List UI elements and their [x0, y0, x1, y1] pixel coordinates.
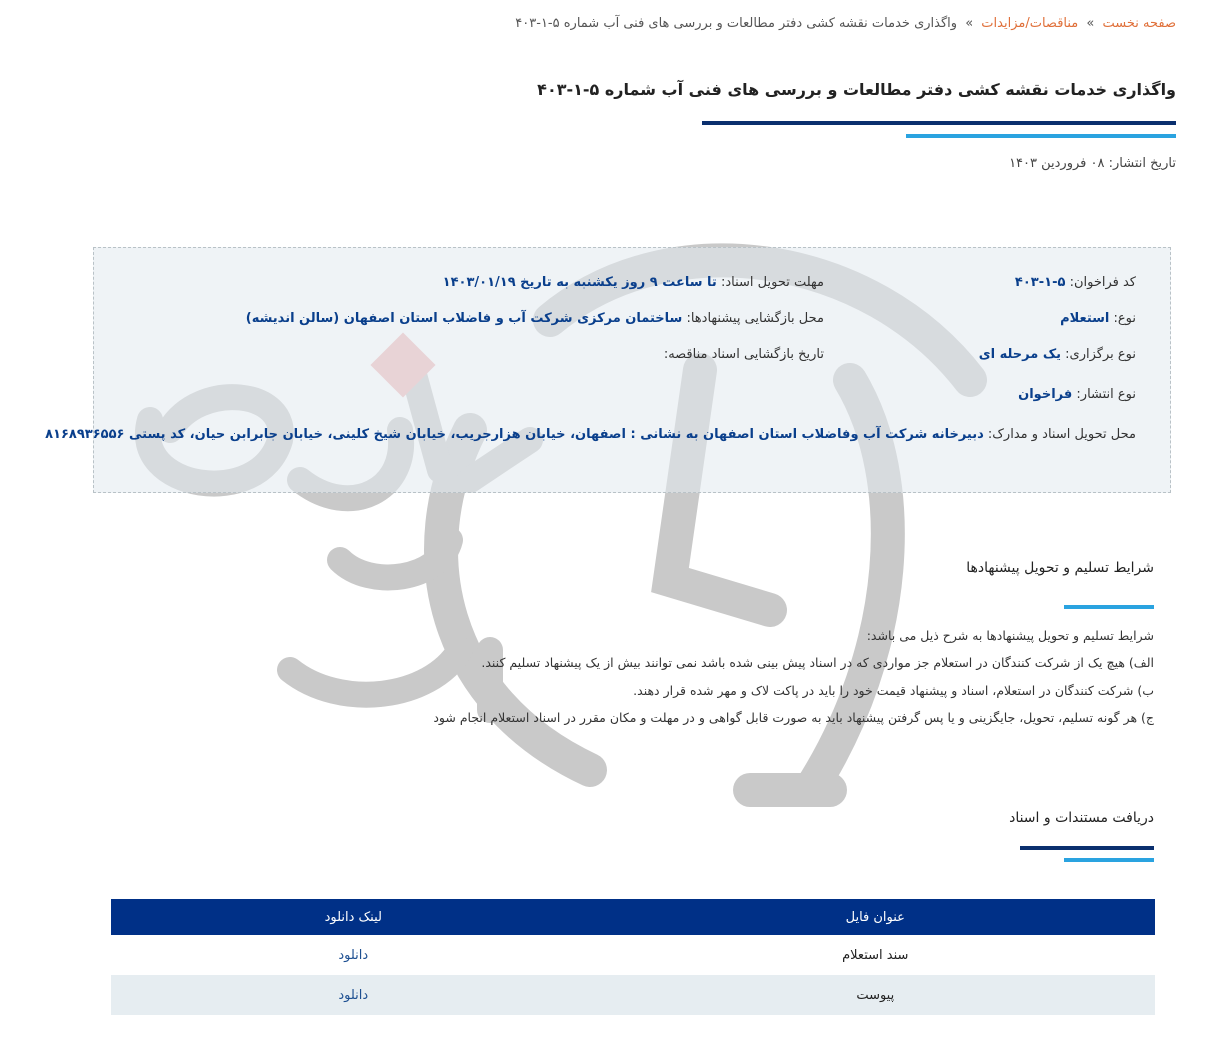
info-holding-type — [979, 347, 1136, 362]
breadcrumb-home-link[interactable]: صفحه نخست — [1102, 16, 1176, 31]
info-publish-type-value: فراخوان — [1018, 387, 1073, 402]
info-opening-place-value: ساختمان مرکزی شرکت آب و فاضلاب استان اصفهان (سالن اندیشه) — [245, 311, 683, 326]
info-delivery-place-label: محل تحویل اسناد و مدارک: — [987, 427, 1136, 442]
breadcrumb-separator: » — [1086, 16, 1095, 31]
info-opening-place-label: محل بازگشایی پیشنهادها: — [686, 311, 824, 326]
breadcrumb-separator: » — [965, 16, 974, 31]
info-holding-label: نوع برگزاری: — [1065, 347, 1136, 362]
info-delivery-place-value: دبیرخانه شرکت آب وفاضلاب استان اصفهان به نشانی : اصفهان، خیابان هزارجریب، خیابان شیخ کلینی، خیابان جابرابن حیان، کد پستی ۸۱۶۸۹۳۶۵۵۶ — [45, 427, 984, 442]
publish-date-label: تاریخ انتشار: — [1108, 156, 1176, 171]
breadcrumb-current: واگذاری خدمات نقشه کشی دفتر مطالعات و بررسی های فنی آب شماره ۵-۱-۴۰۳ — [515, 16, 958, 31]
download-link[interactable]: دانلود — [338, 987, 369, 1003]
breadcrumb — [515, 16, 1176, 31]
documents-title-underline-light — [1064, 858, 1154, 862]
info-deadline-label: مهلت تحویل اسناد: — [720, 275, 824, 290]
table-row — [111, 935, 1155, 975]
column-header-file-title: عنوان فایل — [596, 899, 1155, 935]
publish-date — [1009, 156, 1176, 171]
documents-table — [111, 899, 1155, 1015]
table-header-row — [111, 899, 1155, 935]
info-code-value: ۵-۱-۴۰۳ — [1014, 275, 1066, 290]
info-code-label: کد فراخوان: — [1069, 275, 1136, 290]
conditions-title-underline — [1064, 605, 1154, 609]
documents-title-underline-dark — [1020, 846, 1154, 850]
info-opening-place — [246, 311, 824, 326]
download-cell — [111, 935, 596, 975]
breadcrumb-section-link[interactable]: مناقصات/مزایدات — [981, 16, 1079, 31]
info-opening-date — [664, 347, 824, 362]
info-publish-type-label: نوع انتشار: — [1076, 387, 1136, 402]
file-title: پیوست — [596, 975, 1155, 1015]
info-publish-type — [1018, 387, 1136, 402]
conditions-title: شرایط تسلیم و تحویل پیشنهادها — [966, 560, 1154, 576]
download-cell — [111, 975, 596, 1015]
conditions-intro: شرایط تسلیم و تحویل پیشنهادها به شرح ذیل می باشد: — [866, 628, 1154, 643]
info-opening-date-label: تاریخ بازگشایی اسناد مناقصه: — [663, 347, 824, 362]
title-underline-dark — [702, 121, 1176, 125]
file-title: سند استعلام — [842, 947, 909, 963]
column-header-download-link: لینک دانلود — [111, 899, 596, 935]
conditions-item: الف) هیچ یک از شرکت کنندگان در استعلام جز مواردی که در اسناد پیش بینی شده باشد نمی توانند بیش از یک پیشنهاد تسلیم کنند. — [481, 655, 1154, 670]
table-row — [111, 975, 1155, 1015]
info-deadline — [443, 275, 824, 290]
tender-info-box — [45, 247, 1171, 493]
title-underline-light — [906, 134, 1176, 138]
info-type-value: استعلام — [1060, 311, 1110, 326]
info-deadline-value: تا ساعت ۹ روز یکشنبه به تاریخ ۱۴۰۳/۰۱/۱۹ — [442, 275, 717, 290]
info-delivery-place — [45, 427, 1136, 442]
page-title: واگذاری خدمات نقشه کشی دفتر مطالعات و بررسی های فنی آب شماره ۵-۱-۴۰۳ — [537, 80, 1176, 99]
info-type — [1060, 311, 1136, 326]
info-code — [1015, 275, 1136, 290]
conditions-item: ب) شرکت کنندگان در استعلام، اسناد و پیشنهاد قیمت خود را باید در پاکت لاک و مهر شده قرار دهند. — [633, 683, 1154, 698]
conditions-item: ج) هر گونه تسلیم، تحویل، جایگزینی و یا پس گرفتن پیشنهاد باید به صورت قابل گواهی و در مهلت و مکان مقرر در اسناد استعلام انجام شود — [433, 710, 1154, 725]
documents-title: دریافت مستندات و اسناد — [1009, 810, 1154, 826]
info-holding-value: یک مرحله ای — [978, 347, 1062, 362]
publish-date-value: ۰۸ فروردین ۱۴۰۳ — [1009, 156, 1105, 171]
download-link[interactable]: دانلود — [338, 947, 369, 963]
info-type-label: نوع: — [1113, 311, 1136, 326]
